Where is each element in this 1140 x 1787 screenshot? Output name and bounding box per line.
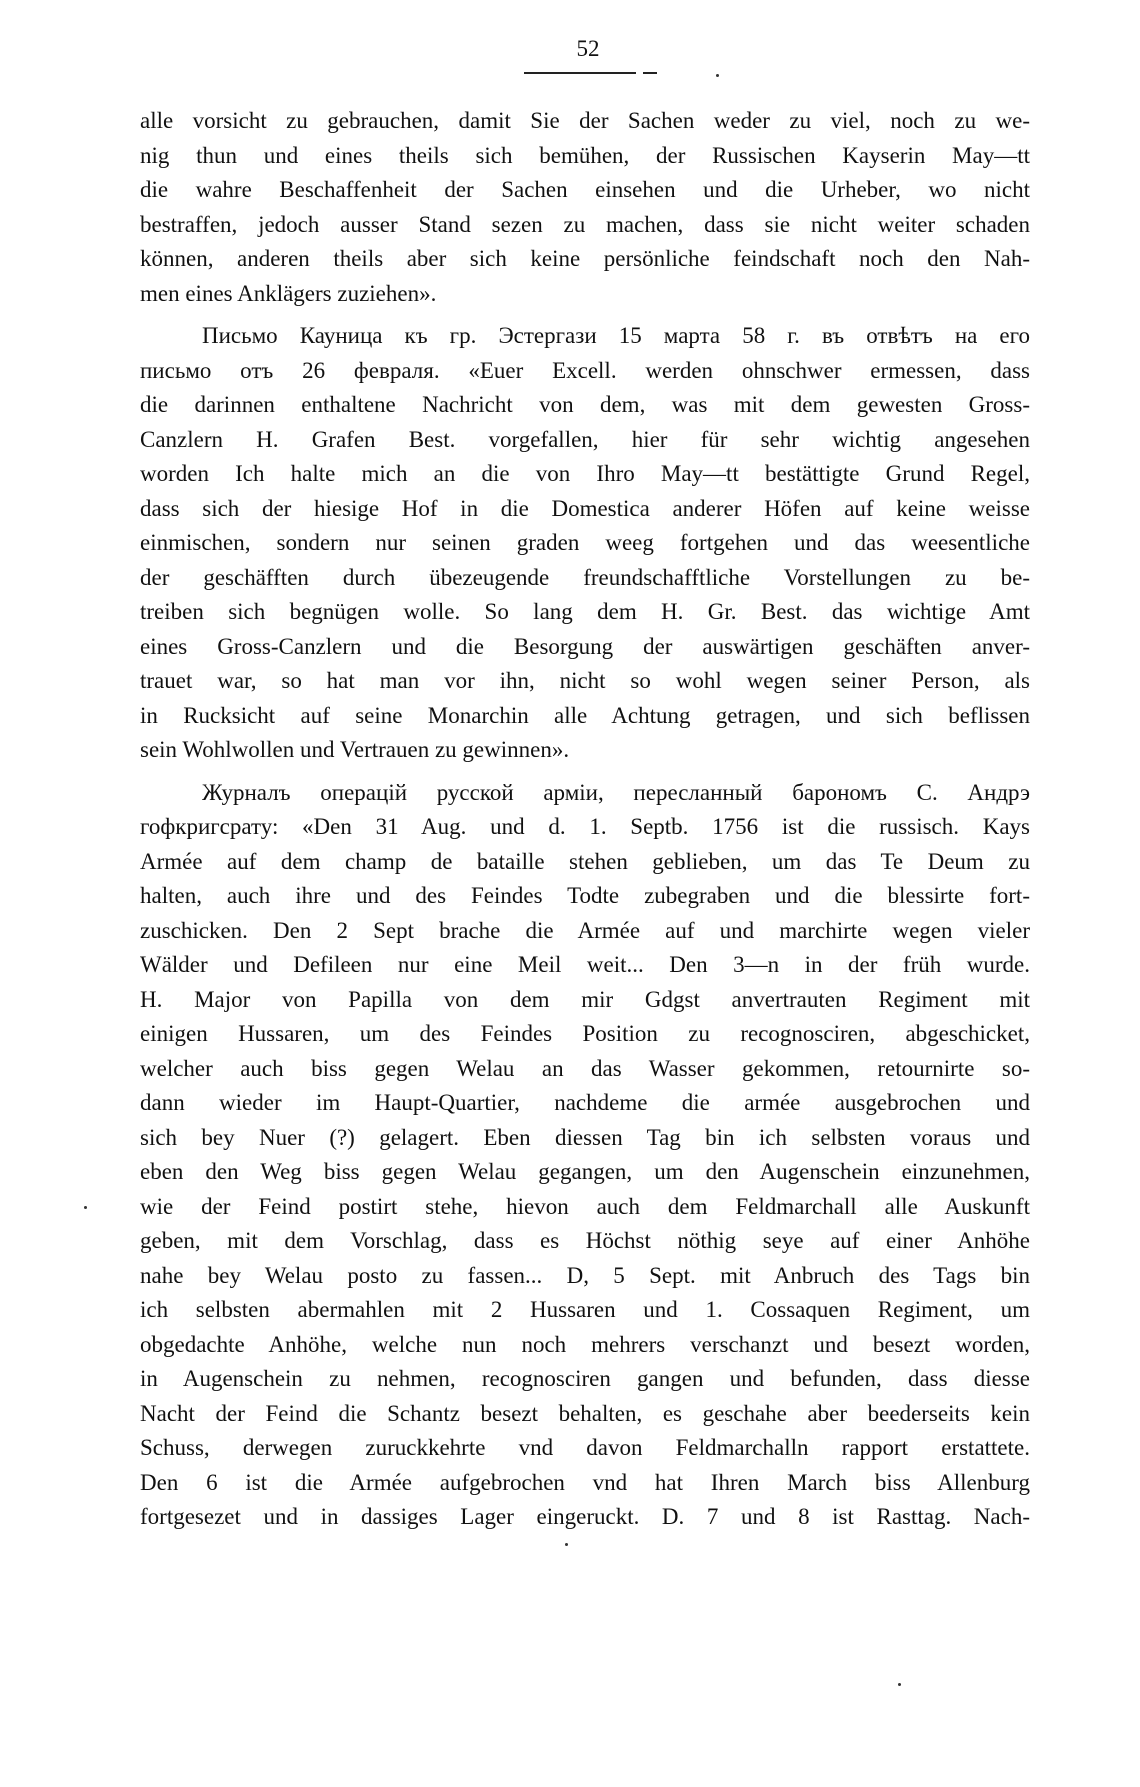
text-line: in Rucksicht auf seine Monarchin alle Achtung getragen, und sich beflissen [140,702,1030,728]
paragraph [140,776,1030,1535]
text-line: welcher auch biss gegen Welau an das Wasser gekommen, retournirte so- [140,1055,1030,1081]
scan-speck [565,1543,568,1546]
text-line: die darinnen enthaltene Nachricht von dem, was mit dem gewesten Gross- [140,392,1030,417]
text-line: Schuss, derwegen zuruckkehrte vnd davon Feldmarchalln rapport erstattete. [140,1435,1030,1460]
text-line: Armée auf dem champ de bataille stehen geblieben, um das Te Deum zu [140,848,1030,874]
scan-speck [898,1683,901,1686]
scan-speck [716,74,719,77]
scan-speck [84,1206,87,1209]
paragraph [140,104,1030,311]
text-line: wie der Feind postirt stehe, hievon auch dem Feldmarchall alle Auskunft [140,1193,1030,1219]
text-line: eines Gross-Canzlern und die Besorgung der auswärtigen geschäften anver- [140,633,1030,659]
document-body [140,104,1030,1543]
text-line: Журналъ операцій русской арміи, пересланный барономъ С. Андрэ [202,779,1030,805]
text-line: H. Major von Papilla von dem mir Gdgst anvertrauten Regiment mit [140,986,1030,1012]
text-line: men eines Anklägers zuziehen». [140,280,437,306]
text-line: Den 6 ist die Armée aufgebrochen vnd hat Ihren March biss Allenburg [140,1469,1030,1495]
header-rule [524,72,636,74]
text-line: гофкригсрату: «Den 31 Aug. und d. 1. Septb. 1756 ist die russisch. Kays [140,814,1030,839]
header-rule-dash [643,72,657,74]
text-line: obgedachte Anhöhe, welche nun noch mehrers verschanzt und besezt worden, [140,1331,1030,1357]
text-line: können, anderen theils aber sich keine persönliche feindschaft noch den Nah- [140,246,1030,271]
text-line: einigen Hussaren, um des Feindes Position zu recognosciren, abgeschicket, [140,1021,1030,1046]
text-line: alle vorsicht zu gebrauchen, damit Sie der Sachen weder zu viel, noch zu we- [140,108,1030,133]
text-line: sich bey Nuer (?) gelagert. Eben diessen Tag bin ich selbsten voraus und [140,1124,1030,1150]
text-line: Письмо Кауница къ гр. Эстергази 15 марта 58 г. въ отвѣтъ на его [202,323,1030,348]
text-line: fortgesezet und in dassiges Lager eingeruckt. D. 7 und 8 ist Rasttag. Nach- [140,1504,1030,1529]
text-line: ich selbsten abermahlen mit 2 Hussaren und 1. Cossaquen Regiment, um [140,1297,1030,1322]
text-line: Canzlern H. Grafen Best. vorgefallen, hier für sehr wichtig angesehen [140,426,1030,452]
text-line: zuschicken. Den 2 Sept brache die Armée auf und marchirte wegen vieler [140,917,1030,943]
text-line: halten, auch ihre und des Feindes Todte zubegraben und die blessirte fort- [140,883,1030,908]
text-line: bestraffen, jedoch ausser Stand sezen zu machen, dass sie nicht weiter schaden [140,211,1030,237]
paragraph [140,319,1030,768]
text-line: treiben sich begnügen wolle. So lang dem H. Gr. Best. das wichtige Amt [140,599,1030,624]
page-number: 52 [576,36,600,61]
text-line: die wahre Beschaffenheit der Sachen einsehen und die Urheber, wo nicht [140,177,1030,202]
text-line: Nacht der Feind die Schantz besezt behalten, es geschahe aber beederseits kein [140,1400,1030,1426]
text-line: einmischen, sondern nur seinen graden weeg fortgehen und das weesentliche [140,530,1030,555]
text-line: nig thun und eines theils sich bemühen, der Russischen Kayserin May—tt [140,142,1030,168]
text-line: worden Ich halte mich an die von Ihro May—tt bestättigte Grund Regel, [140,461,1030,486]
text-line: in Augenschein zu nehmen, recognosciren gangen und befunden, dass diesse [140,1366,1030,1391]
text-line: dann wieder im Haupt-Quartier, nachdeme die armée ausgebrochen und [140,1090,1030,1115]
text-line: письмо отъ 26 февраля. «Euer Excell. werden ohnschwer ermessen, dass [140,357,1030,383]
text-line: sein Wohlwollen und Vertrauen zu gewinnen». [140,737,570,762]
text-line: dass sich der hiesige Hof in die Domestica anderer Höfen auf keine weisse [140,495,1030,521]
text-line: der geschäfften durch übezeugende freundschafftliche Vorstellungen zu be- [140,564,1030,590]
text-line: Wälder und Defileen nur eine Meil weit... Den 3—n in der früh wurde. [140,952,1030,977]
text-line: geben, mit dem Vorschlag, dass es Höchst nöthig seye auf einer Anhöhe [140,1228,1030,1253]
text-line: nahe bey Welau posto zu fassen... D, 5 Sept. mit Anbruch des Tags bin [140,1262,1030,1288]
text-line: eben den Weg biss gegen Welau gegangen, um den Augenschein einzunehmen, [140,1159,1030,1184]
text-line: trauet war, so hat man vor ihn, nicht so wohl wegen seiner Person, als [140,668,1030,693]
